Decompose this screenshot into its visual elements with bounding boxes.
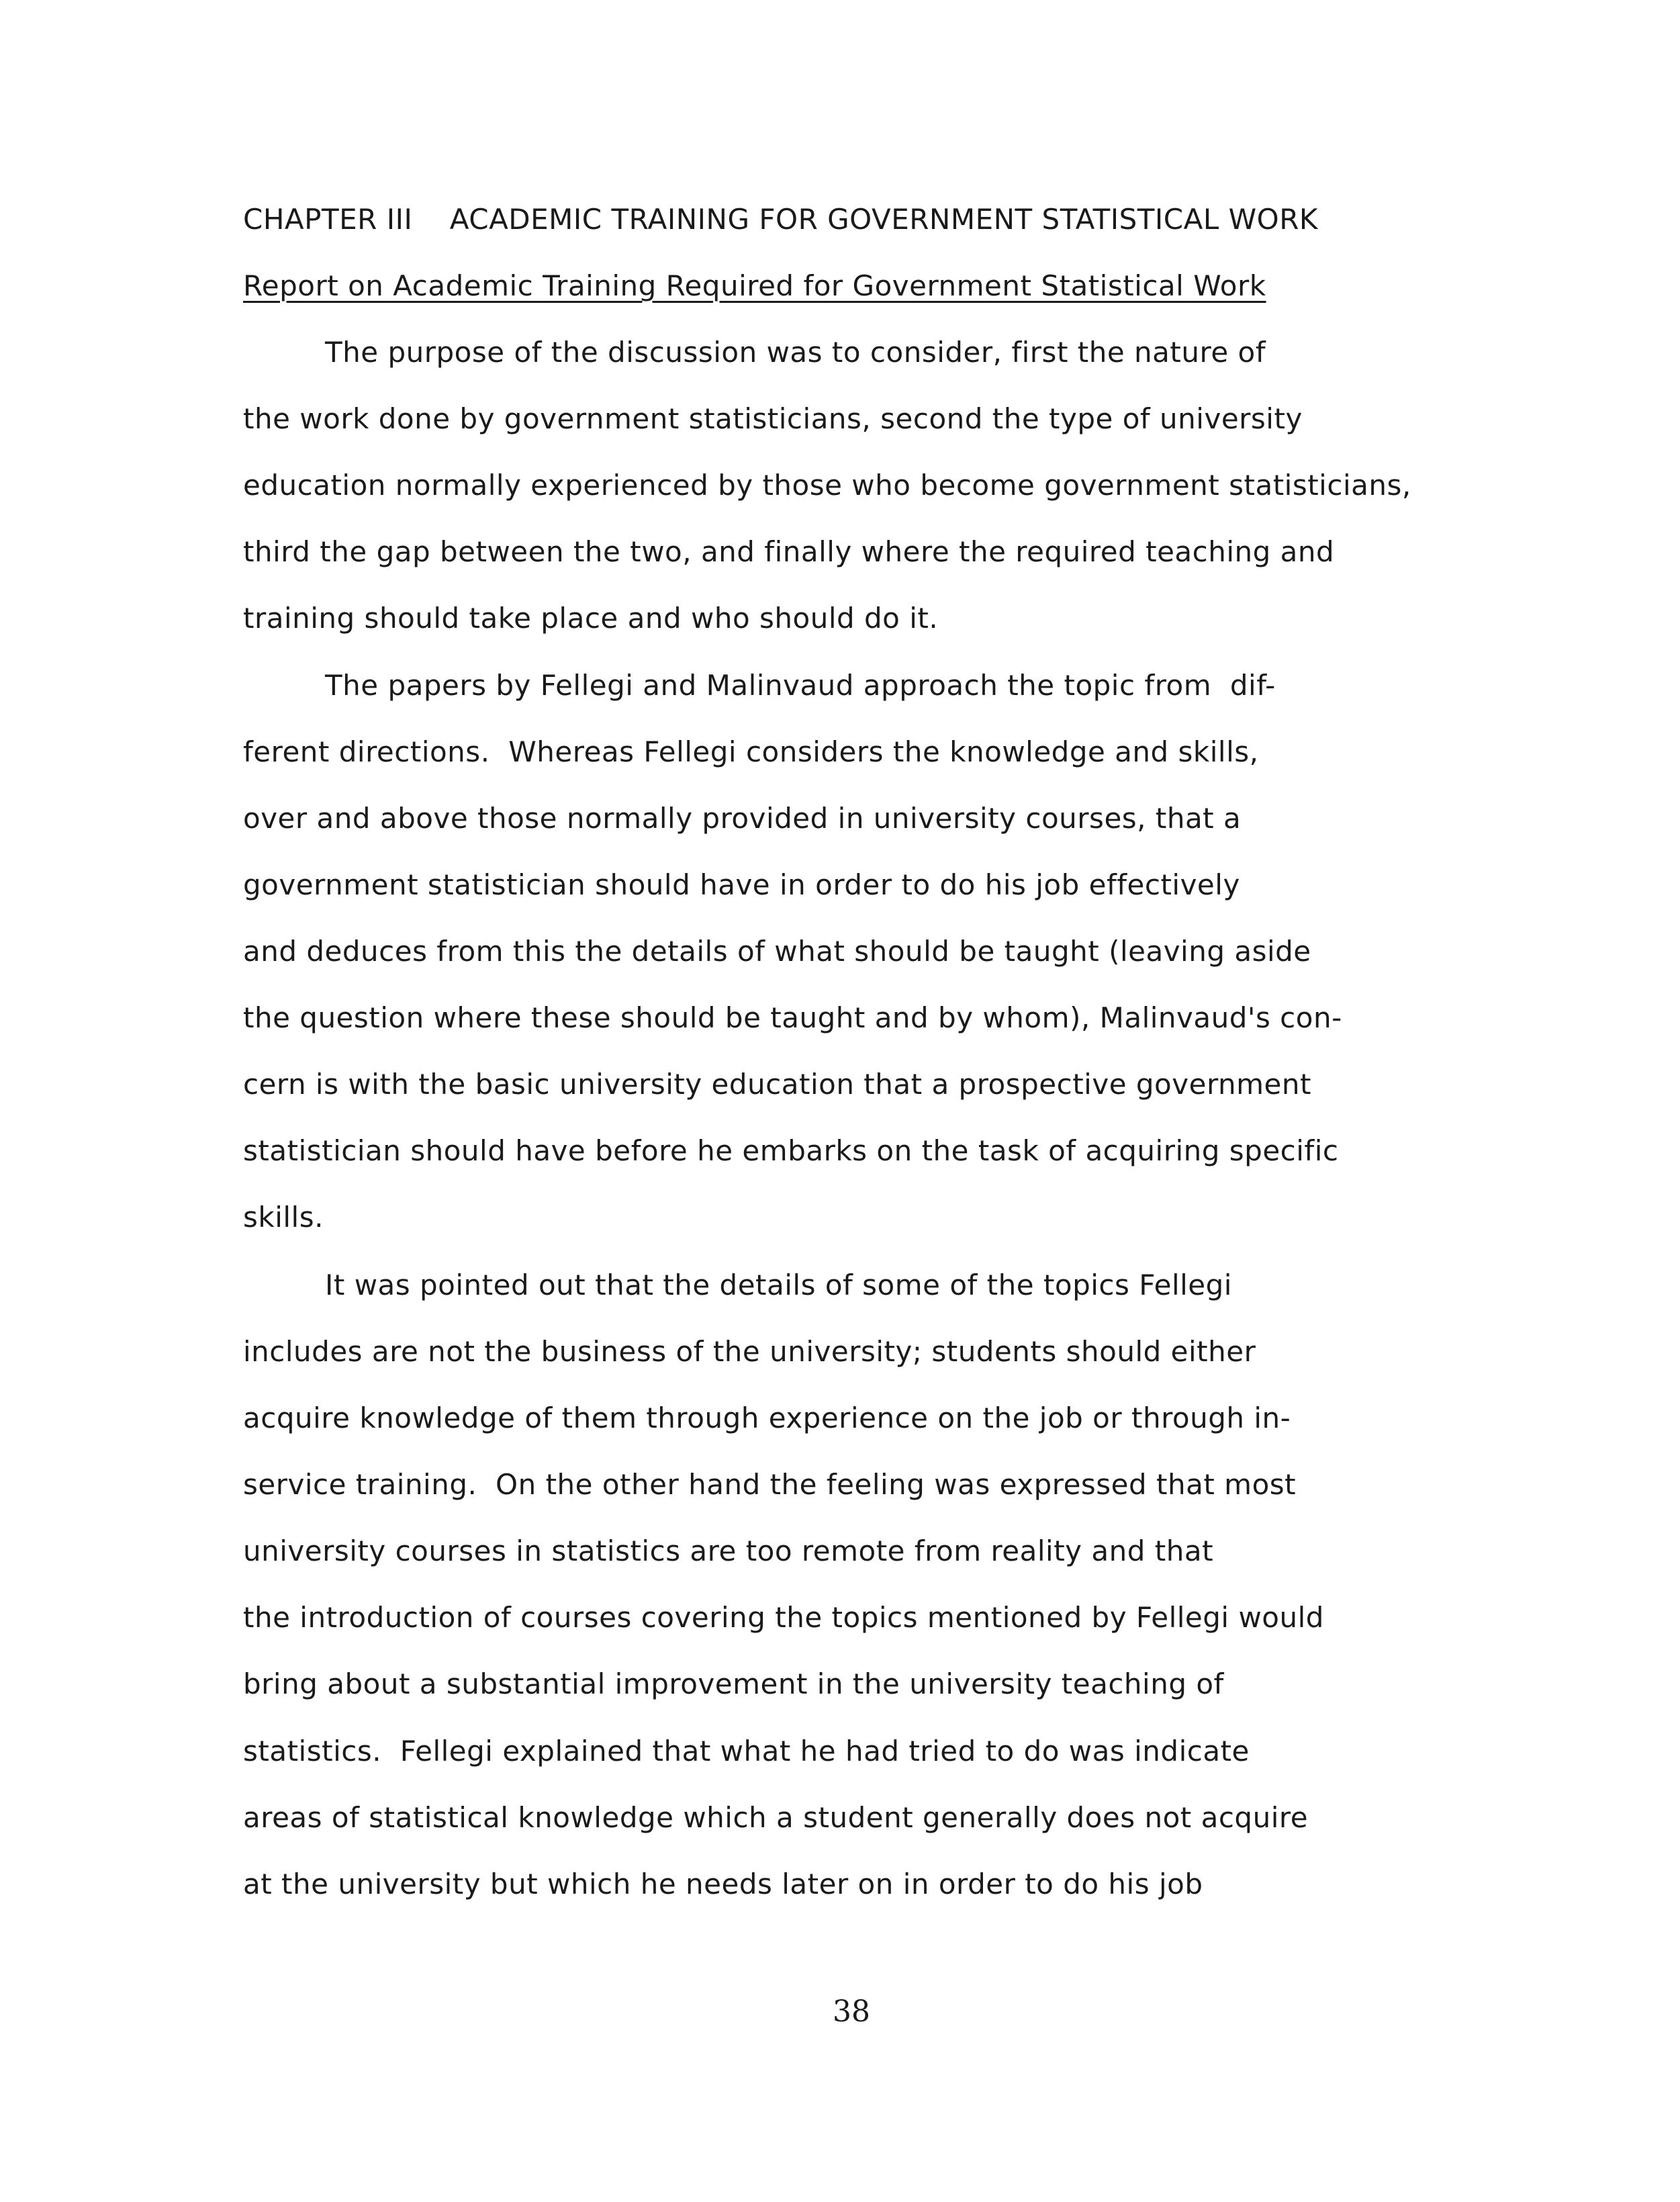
text-line: the introduction of courses covering the topics mentioned by Fellegi would: [243, 1601, 1324, 1634]
text-line: over and above those normally provided in university courses, that a: [243, 802, 1242, 835]
text-line: third the gap between the two, and finally where the required teaching and: [243, 535, 1335, 568]
text-line: areas of statistical knowledge which a student generally does not acquire: [243, 1801, 1309, 1834]
text-line: The papers by Fellegi and Malinvaud approach the topic from dif-: [325, 669, 1276, 702]
text-line: It was pointed out that the details of some of the topics Fellegi: [325, 1269, 1232, 1301]
text-line: skills.: [243, 1201, 324, 1234]
text-line: includes are not the business of the university; students should either: [243, 1335, 1256, 1368]
text-line: university courses in statistics are too remote from reality and that: [243, 1534, 1214, 1567]
text-line: cern is with the basic university education that a prospective government: [243, 1068, 1311, 1101]
text-line: training should take place and who should do it.: [243, 602, 939, 635]
text-line: the work done by government statisticians, second the type of university: [243, 402, 1303, 435]
text-line: and deduces from this the details of what should be taught (leaving aside: [243, 935, 1311, 968]
text-line: education normally experienced by those who become government statisticians,: [243, 469, 1411, 502]
text-line: at the university but which he needs later on in order to do his job: [243, 1868, 1203, 1900]
text-line: statistician should have before he embarks on the task of acquiring specific: [243, 1134, 1339, 1167]
chapter-heading: CHAPTER III ACADEMIC TRAINING FOR GOVERNMENT STATISTICAL WORK: [243, 203, 1318, 236]
page-number: 38: [833, 1994, 870, 2029]
text-line: acquire knowledge of them through experience on the job or through in-: [243, 1402, 1291, 1434]
text-line: the question where these should be taught and by whom), Malinvaud's con-: [243, 1001, 1342, 1034]
text-line: The purpose of the discussion was to consider, first the nature of: [325, 336, 1266, 369]
text-line: ferent directions. Whereas Fellegi considers the knowledge and skills,: [243, 735, 1259, 768]
text-line: service training. On the other hand the feeling was expressed that most: [243, 1468, 1297, 1501]
section-heading: Report on Academic Training Required for Government Statistical Work: [243, 269, 1266, 302]
text-line: bring about a substantial improvement in the university teaching of: [243, 1667, 1224, 1700]
text-line: statistics. Fellegi explained that what he had tried to do was indicate: [243, 1735, 1250, 1768]
text-line: government statistician should have in order to do his job effectively: [243, 868, 1240, 901]
